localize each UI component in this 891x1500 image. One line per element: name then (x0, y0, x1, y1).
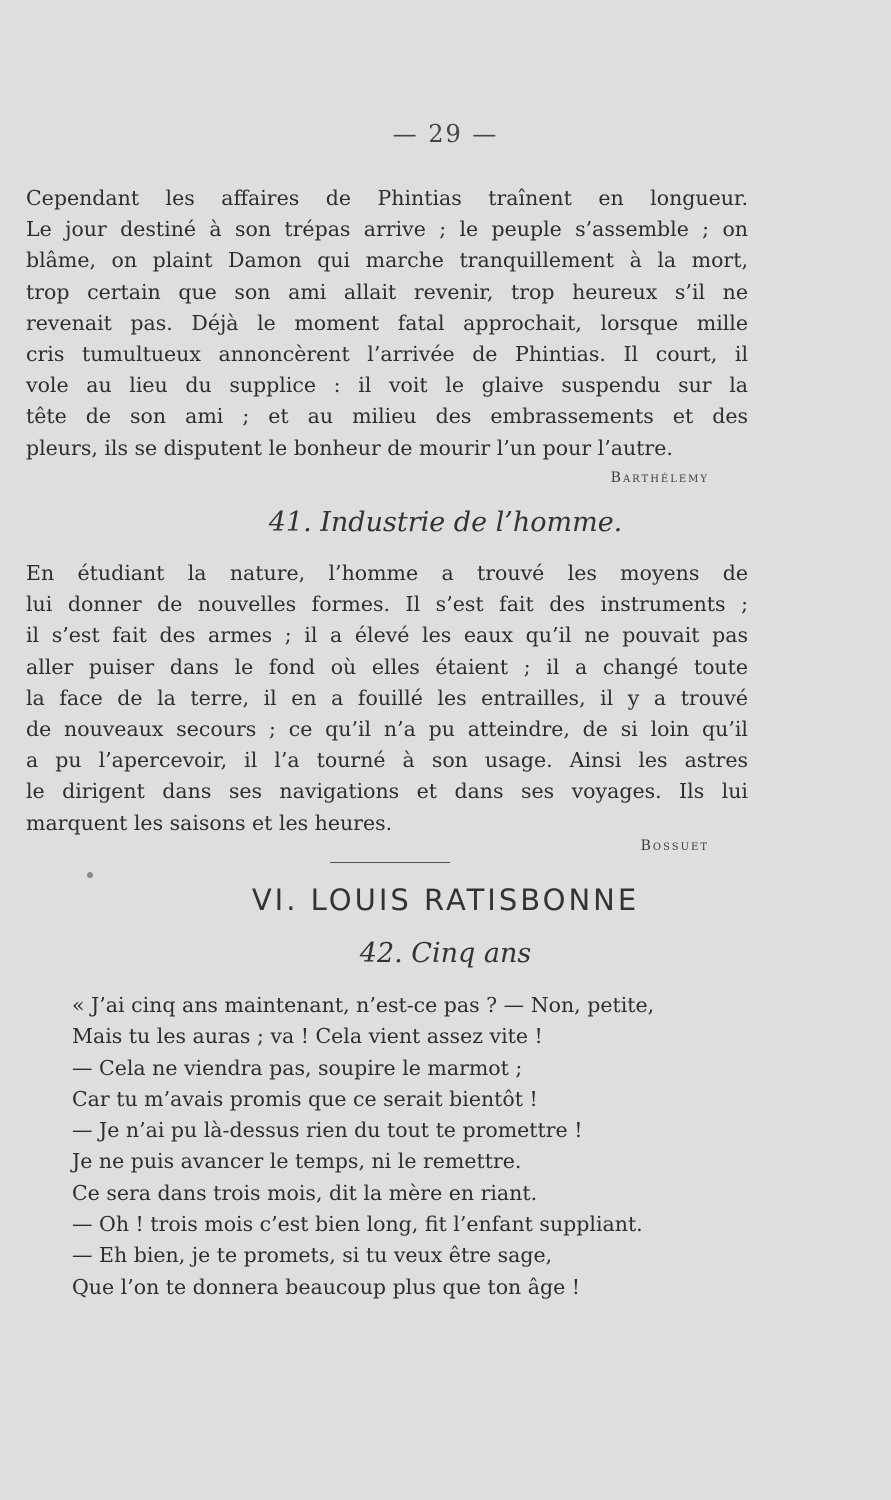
text-line: lui donner de nouvelles formes. Il s’est fait des instruments ; (26, 592, 748, 617)
text-line: pleurs, ils se disputent le bonheur de mourir l’un pour l’autre. (26, 435, 673, 460)
text-line: de nouveaux secours ; ce qu’il n’a pu atteindre, de si loin qu’il (26, 717, 748, 742)
verse-line: — Eh bien, je te promets, si tu veux être sage, (72, 1243, 553, 1268)
author-attribution: Bossuet (640, 838, 709, 854)
text-line: a pu l’apercevoir, il l’a tourné à son usage. Ainsi les astres (26, 748, 748, 773)
verse-line: « J’ai cinq ans maintenant, n’est-ce pas ? — Non, petite, (72, 993, 655, 1017)
text-line: le dirigent dans ses navigations et dans ses voyages. Ils lui (26, 779, 748, 804)
page-number: — 29 — (392, 120, 499, 148)
text-line: il s’est fait des armes ; il a élevé les eaux qu’il ne pouvait pas (26, 623, 748, 648)
verse-line: — Je n’ai pu là-dessus rien du tout te promettre ! (72, 1118, 583, 1143)
ink-spot (87, 872, 93, 878)
poem-cinq-ans (72, 990, 654, 1303)
text-line: marquent les saisons et les heures. (26, 810, 393, 835)
text-line: la face de la terre, il en a fouillé les entrailles, il y a trouvé (26, 685, 748, 710)
section-title-industrie: 41. Industrie de l’homme. (268, 507, 623, 538)
text-line: Le jour destiné à son trépas arrive ; le peuple s’assemble ; on (26, 217, 748, 242)
verse-line: — Cela ne viendra pas, soupire le marmot ; (72, 1055, 523, 1080)
text-line: En étudiant la nature, l’homme a trouvé les moyens de (26, 561, 748, 585)
text-line: aller puiser dans le fond où elles étaient ; il a changé toute (26, 654, 748, 679)
verse-line: Ce sera dans trois mois, dit la mère en riant. (72, 1180, 538, 1205)
text-line: tête de son ami ; et au milieu des embrassements et des (26, 404, 748, 429)
author-attribution: Barthélemy (610, 470, 709, 486)
chapter-title: VI. LOUIS RATISBONNE (251, 883, 640, 917)
text-line: trop certain que son ami allait revenir, trop heureux s’il ne (26, 279, 748, 304)
verse-line: Que l’on te donnera beaucoup plus que ton âge ! (72, 1274, 580, 1299)
verse-line: Mais tu les auras ; va ! Cela vient assez vite ! (72, 1024, 543, 1049)
poem-title: 42. Cinq ans (359, 938, 532, 969)
verse-line: Je ne puis avancer le temps, ni le remettre. (72, 1149, 522, 1174)
text-line: vole au lieu du supplice : il voit le glaive suspendu sur la (26, 373, 748, 398)
paragraph-phintias (26, 183, 748, 464)
verse-line: Car tu m’avais promis que ce serait bientôt ! (72, 1086, 538, 1111)
text-line: cris tumultueux annoncèrent l’arrivée de Phintias. Il court, il (26, 342, 748, 367)
verse-line: — Oh ! trois mois c’est bien long, fit l’enfant suppliant. (72, 1212, 643, 1237)
paragraph-industrie (26, 558, 748, 839)
text-line: blâme, on plaint Damon qui marche tranquillement à la mort, (26, 248, 748, 273)
section-divider (330, 862, 450, 863)
text-line: Cependant les affaires de Phintias traînent en longueur. (26, 186, 748, 210)
text-line: revenait pas. Déjà le moment fatal approchait, lorsque mille (26, 310, 748, 335)
